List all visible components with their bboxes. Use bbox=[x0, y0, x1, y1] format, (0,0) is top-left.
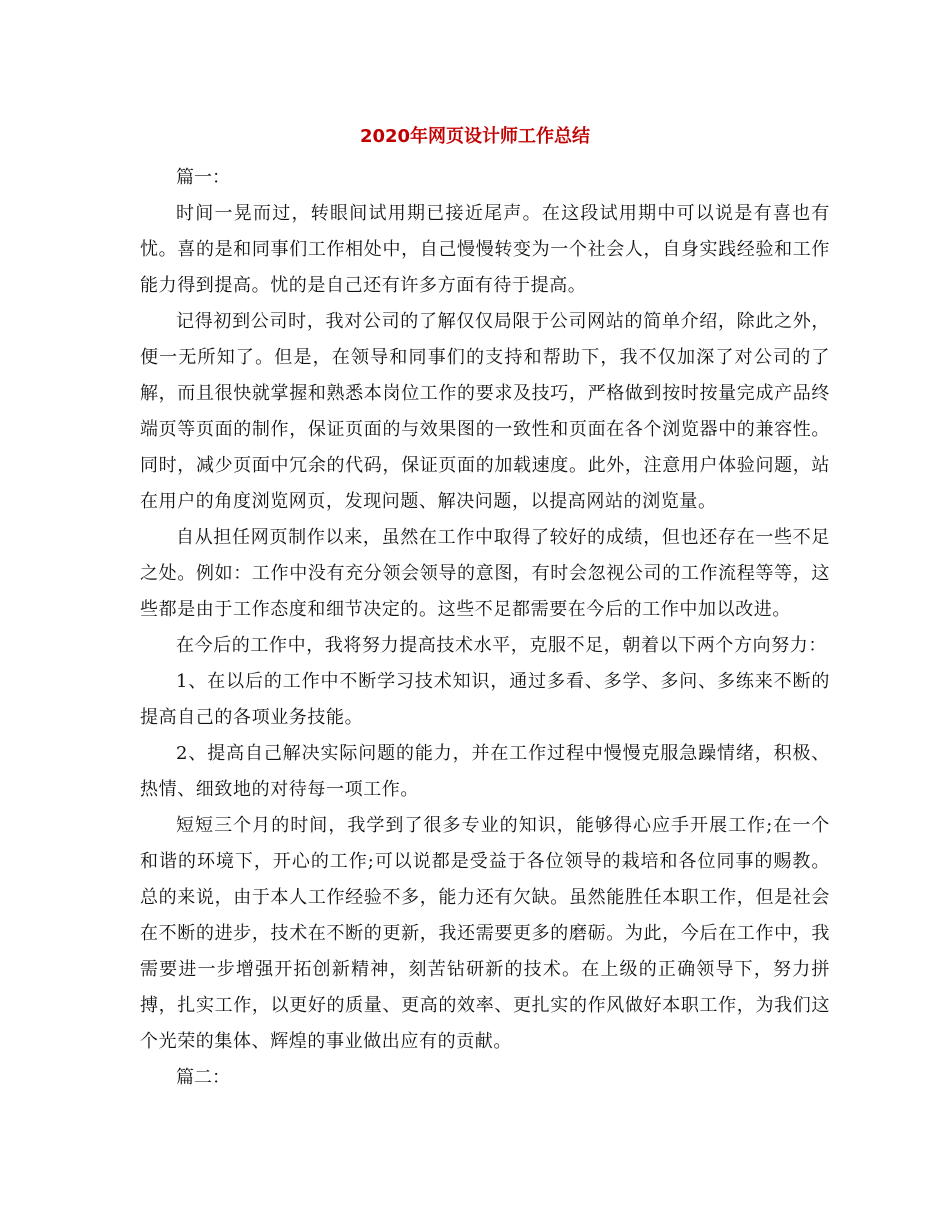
paragraph-5: 短短三个月的时间，我学到了很多专业的知识，能够得心应手开展工作;在一个和谐的环境下，开心的工作;可以说都是受益于各位领导的栽培和各位同事的赐教。总的来说，由于本人工作经验不多，能力还有欠缺。虽然能胜任本职工作，但是社会在不断的进步，技术在不断的更新，我还需要更多的磨砺。为此，今后在工作中，我需要进一步增强开拓创新精神，刻苦钻研新的技术。在上级的正确领导下，努力拼搏，扎实工作，以更好的质量、更高的效率、更扎实的作风做好本职工作，为我们这个光荣的集体、辉煌的事业做出应有的贡献。 bbox=[140, 815, 830, 1052]
paragraph-3: 自从担任网页制作以来，虽然在工作中取得了较好的成绩，但也还存在一些不足之处。例如：工作中没有充分领会领导的意图，有时会忽视公司的工作流程等等，这些都是由于工作态度和细节决定的。这些不足都需要在今后的工作中加以改进。 bbox=[140, 527, 830, 620]
document-title: 2020年网页设计师工作总结 bbox=[359, 126, 591, 147]
section-heading-2: 篇二： bbox=[176, 1067, 230, 1088]
section-heading-1: 篇一： bbox=[176, 167, 230, 188]
paragraph-2: 记得初到公司时，我对公司的了解仅仅局限于公司网站的简单介绍，除此之外，便一无所知了。但是，在领导和同事们的支持和帮助下，我不仅加深了对公司的了解，而且很快就掌握和熟悉本岗位工作的要求及技巧，严格做到按时按量完成产品终端页等页面的制作，保证页面的与效果图的一致性和页面在各个浏览器中的兼容性。同时，减少页面中冗余的代码，保证页面的加载速度。此外，注意用户体验问题，站在用户的角度浏览网页，发现问题、解决问题，以提高网站的浏览量。 bbox=[140, 311, 830, 512]
paragraph-1: 时间一晃而过，转眼间试用期已接近尾声。在这段试用期中可以说是有喜也有忧。喜的是和同事们工作相处中，自己慢慢转变为一个社会人，自身实践经验和工作能力得到提高。忧的是自己还有许多方面有待于提高。 bbox=[140, 203, 830, 296]
paragraph-4: 在今后的工作中，我将努力提高技术水平，克服不足，朝着以下两个方向努力： bbox=[176, 635, 827, 656]
list-item-2: 2、提高自己解决实际问题的能力，并在工作过程中慢慢克服急躁情绪，积极、热情、细致地的对待每一项工作。 bbox=[140, 743, 830, 800]
document-body bbox=[140, 160, 830, 1096]
list-item-1: 1、在以后的工作中不断学习技术知识，通过多看、多学、多问、多练来不断的提高自己的各项业务技能。 bbox=[140, 671, 830, 728]
